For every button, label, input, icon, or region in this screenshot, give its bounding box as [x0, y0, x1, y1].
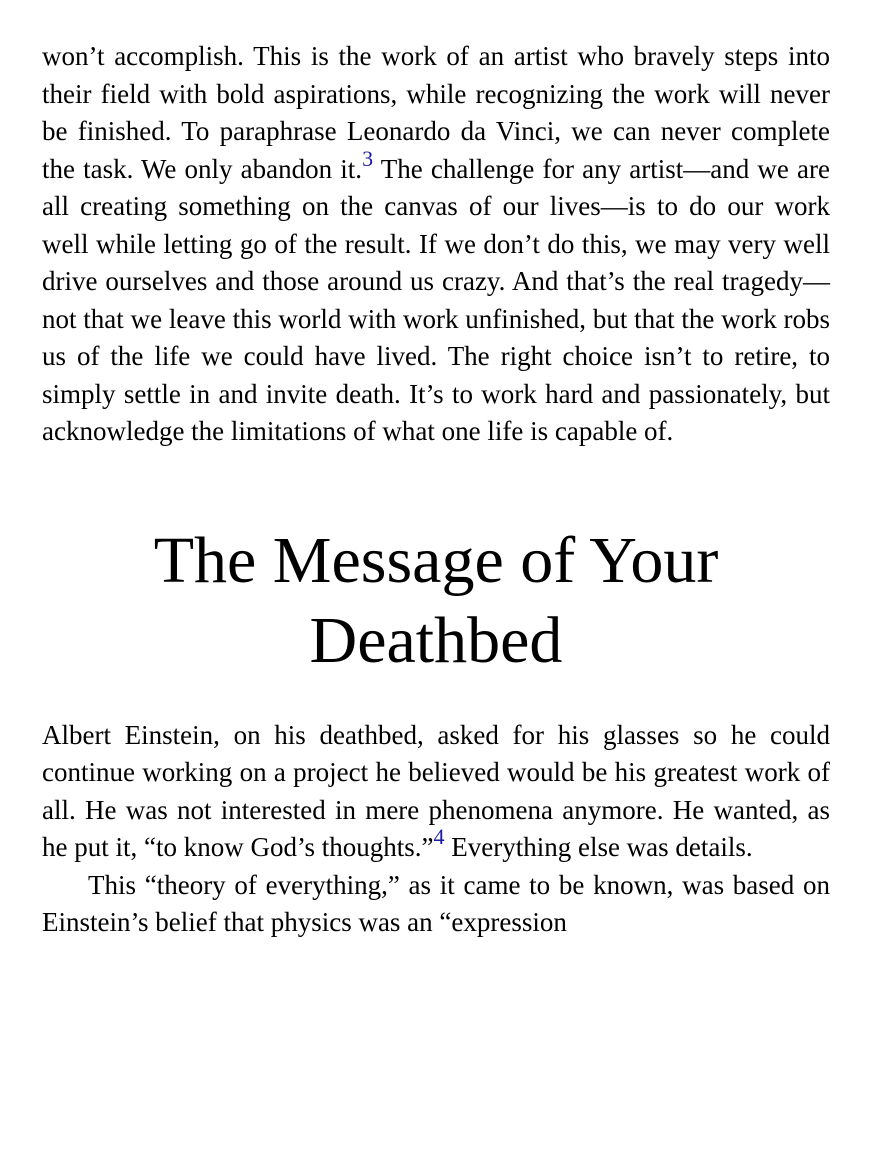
paragraph-text: Everything else was details. — [444, 832, 753, 862]
paragraph-text: won’t accomplish. This is the work of an artist who bravely steps into their field with bold aspirations, while recognizing the work will never be finished. To paraphrase Leonardo da Vinci, we can never complete the task. We only abandon it. — [42, 41, 830, 184]
paragraph-einstein — [42, 717, 830, 867]
section-heading: The Message of Your Deathbed — [153, 523, 719, 677]
paragraph-text: Albert Einstein, on his deathbed, asked for his glasses so he could continue working on a project he believed would be his greatest work of all. He was not interested in mere phenomena anymore. He wanted, as he put it, “to know God’s thoughts.” — [42, 719, 830, 862]
footnote-link-4[interactable]: 4 — [433, 823, 445, 849]
footnote-link-3[interactable]: 3 — [362, 145, 374, 171]
paragraph-leonardo — [42, 38, 830, 451]
paragraph-text: The challenge for any artist—and we are all creating something on the canvas of our lives—is to do our work well while letting go of the result. If we don’t do this, we may very well drive ourselves and those around us crazy. And that’s the real tragedy—not that we leave this world with work unfinished, but that the work robs us of the life we could have lived. The right choice isn’t to retire, to simply settle in and invite death. It’s to work hard and passionately, but acknowledge the limitations of what one life is capable of. — [42, 153, 830, 446]
book-page — [42, 38, 830, 942]
paragraph-theory-of-everything: This “theory of everything,” as it came to be known, was based on Einstein’s belief that physics was an “expression — [42, 869, 830, 937]
